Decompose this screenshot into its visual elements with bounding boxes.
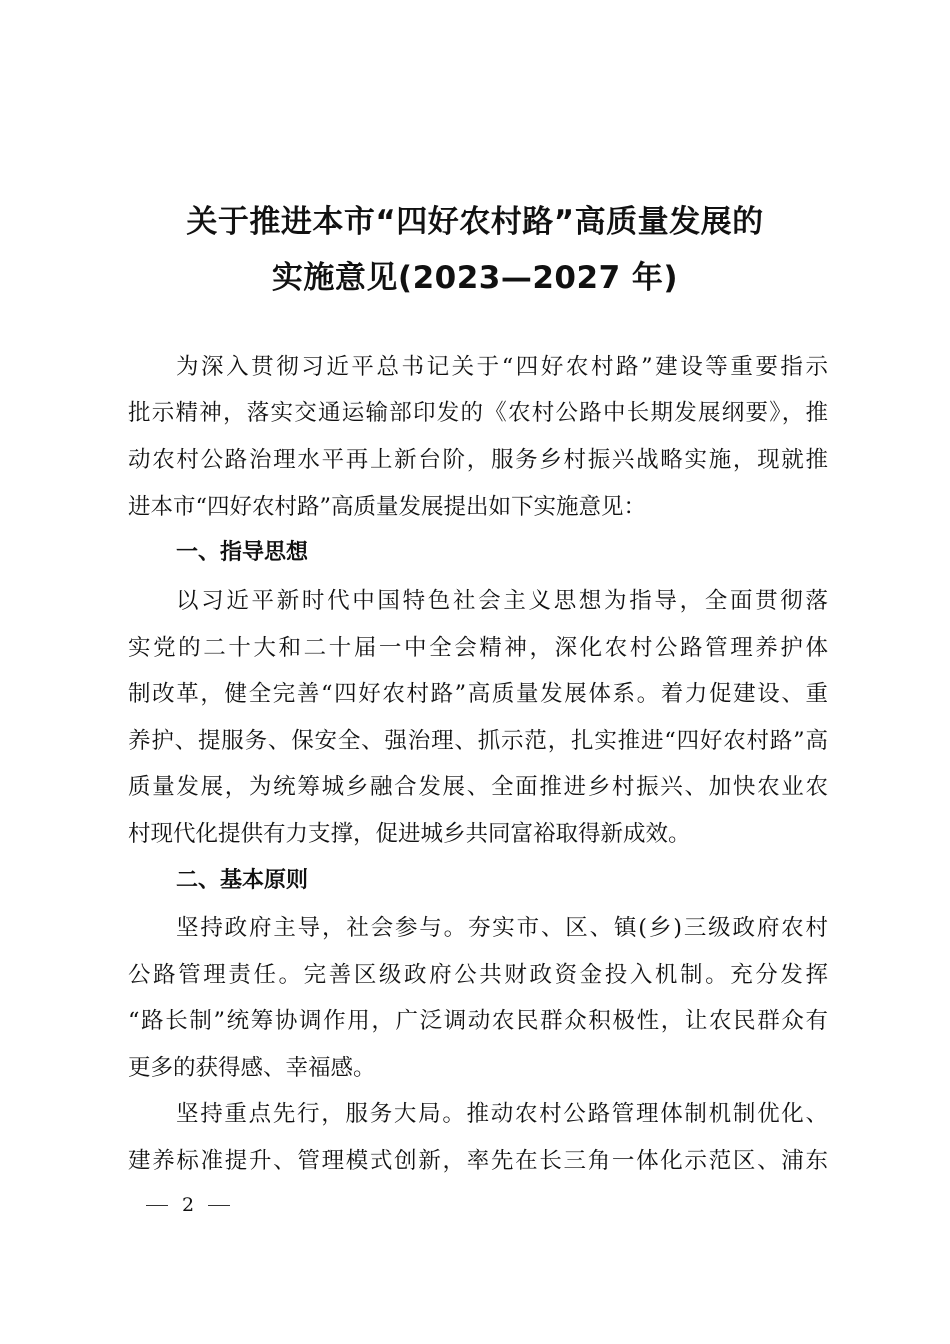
section1-line: 以习近平新时代中国特色社会主义思想为指导，全面贯彻落 (176, 588, 828, 614)
section1-line: 质量发展，为统筹城乡融合发展、全面推进乡村振兴、加快农业农 (128, 774, 828, 800)
footer-dash-left (146, 1205, 168, 1206)
section-heading-guiding-ideology: 一、指导思想 (176, 540, 309, 565)
section2-para2-line: 建养标准提升、管理模式创新，率先在长三角一体化示范区、浦东 (128, 1148, 828, 1174)
footer-dash-right (208, 1205, 230, 1206)
document-title-line-1: 关于推进本市“四好农村路”高质量发展的 (186, 204, 764, 240)
intro-line: 动农村公路治理水平再上新台阶，服务乡村振兴战略实施，现就推 (128, 447, 828, 473)
document-title-line-2: 实施意见(2023—2027 年) (271, 260, 679, 296)
intro-line: 进本市“四好农村路”高质量发展提出如下实施意见： (128, 494, 647, 520)
intro-line: 为深入贯彻习近平总书记关于“四好农村路”建设等重要指示 (176, 354, 828, 380)
page-number: 2 (182, 1194, 195, 1216)
section2-para1-line: “路长制”统筹协调作用，广泛调动农民群众积极性，让农民群众有 (128, 1008, 828, 1034)
page-footer (146, 1192, 230, 1218)
section2-para1-line: 坚持政府主导，社会参与。夯实市、区、镇(乡)三级政府农村 (176, 915, 828, 941)
section1-line: 制改革，健全完善“四好农村路”高质量发展体系。着力促建设、重 (128, 681, 828, 707)
intro-line: 批示精神，落实交通运输部印发的《农村公路中长期发展纲要》，推 (128, 400, 828, 426)
section1-line: 实党的二十大和二十届一中全会精神，深化农村公路管理养护体 (128, 635, 828, 661)
section1-line: 村现代化提供有力支撑，促进城乡共同富裕取得新成效。 (128, 821, 691, 847)
section-heading-basic-principles: 二、基本原则 (176, 868, 309, 893)
section1-line: 养护、提服务、保安全、强治理、抓示范，扎实推进“四好农村路”高 (128, 728, 828, 754)
section2-para1-line: 公路管理责任。完善区级政府公共财政资金投入机制。充分发挥 (128, 962, 828, 988)
section2-para2-line: 坚持重点先行，服务大局。推动农村公路管理体制机制优化、 (176, 1101, 828, 1127)
section2-para1-line: 更多的获得感、幸福感。 (128, 1055, 376, 1081)
